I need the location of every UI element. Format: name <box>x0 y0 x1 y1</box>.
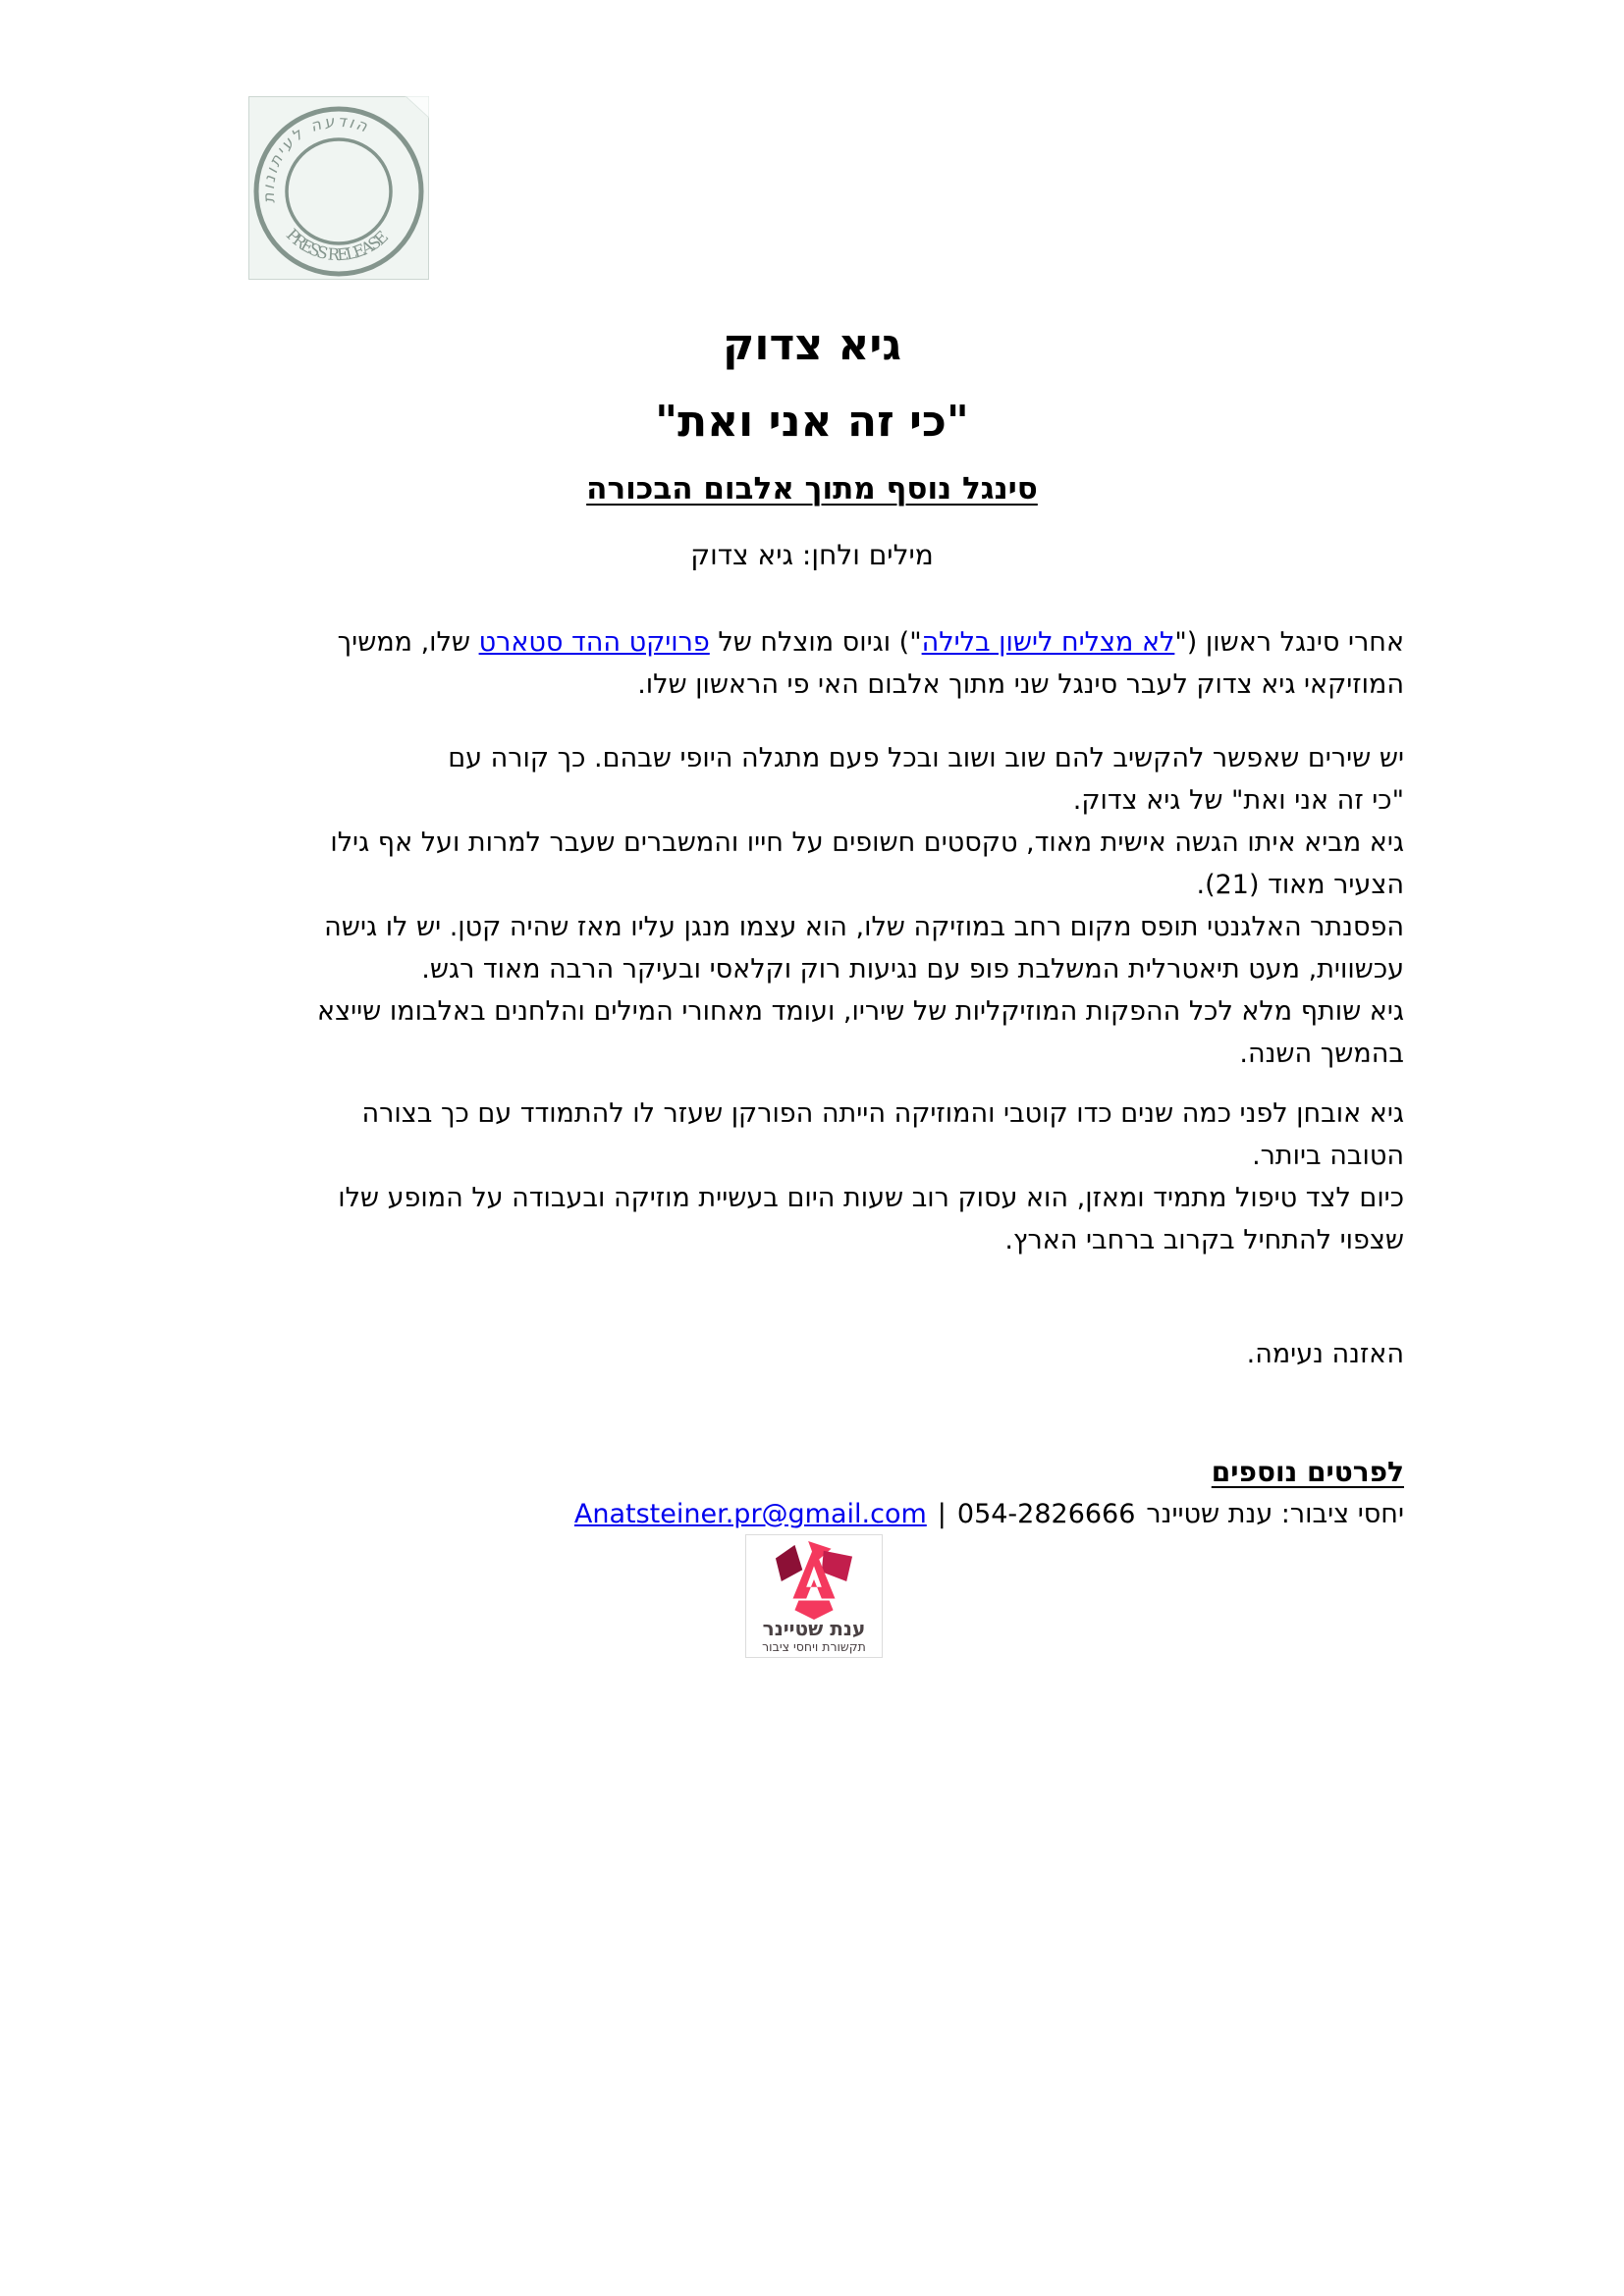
text-segment: יש שירים שאפשר להקשיב להם שוב ושוב ובכל פעם מתגלה היופי שבהם. כך קורה עם <box>448 743 1404 774</box>
subtitle <box>0 471 1624 507</box>
inline-link[interactable]: פרויקט ההד סטארט <box>478 627 710 658</box>
stamp-english-text: PRESS RELEASE <box>282 225 395 265</box>
stamp-hebrew-text: תונותיעל העדוה <box>258 111 373 204</box>
text-line <box>317 1033 1404 1075</box>
text-line <box>338 1135 1404 1177</box>
paragraph-about-song <box>317 737 1404 1075</box>
email-link[interactable]: Anatsteiner.pr@gmail.com <box>573 1499 927 1529</box>
inline-link[interactable]: לא מצליח לישון בלילה <box>921 627 1175 658</box>
text-segment: אחרי סינגל ראשון (" <box>1174 627 1404 658</box>
agency-tagline: תקשורת ויחסי ציבור <box>762 1639 866 1654</box>
text-line <box>317 948 1404 990</box>
text-line <box>317 990 1404 1033</box>
contact-line <box>574 1493 1404 1535</box>
text-line <box>317 864 1404 906</box>
agency-name: ענת שטיינר <box>762 1617 866 1640</box>
text-line <box>317 906 1404 948</box>
press-release-stamp <box>248 96 429 280</box>
text-segment: שצפוי להתחיל בקרוב ברחבי הארץ. <box>1004 1225 1404 1255</box>
text-segment: גיא אובחן לפני כמה שנים כדו קוטבי והמוזיקה הייתה הפורקן שעזר לו להתמודד עם כך בצורה <box>361 1098 1404 1129</box>
logo-crimson-shape <box>822 1551 852 1581</box>
contact-heading: לפרטים נוספים <box>1211 1456 1404 1488</box>
phone-number: 054-2826666 <box>956 1499 1136 1529</box>
artist-title: גיא צדוק <box>722 320 902 370</box>
text-segment: הפסנתר האלגנטי תופס מקום רחב במוזיקה שלו, הוא עצמו מנגן עליו מאז שהיה קטן. יש לו גישה <box>324 912 1404 942</box>
paragraph-intro <box>338 621 1404 706</box>
text-line <box>338 1219 1404 1261</box>
text-line <box>338 1177 1404 1219</box>
text-line <box>338 1093 1404 1135</box>
text-segment: עכשווית, מעט תיאטרלית המשלבת פופ עם נגיעות רוק וקלאסי ובעיקר הרבה מאוד רגש. <box>421 954 1404 985</box>
stamp-image <box>248 96 429 280</box>
text-line <box>338 621 1404 664</box>
paragraph-personal <box>338 1093 1404 1261</box>
agency-logo-mark <box>765 1539 863 1620</box>
text-line <box>317 779 1404 822</box>
pr-agency-logo <box>745 1534 883 1658</box>
text-line <box>317 737 1404 779</box>
text-segment: המוזיקאי גיא צדוק לעבר סינגל שני מתוך אלבום האי פי הראשון שלו. <box>637 669 1404 700</box>
pr-contact-label: יחסי ציבור: ענת שטיינר <box>1146 1499 1404 1529</box>
text-segment: "כי זה אני ואת" של גיא צדוק. <box>1072 785 1404 816</box>
closing-line: האזנה נעימה. <box>1246 1339 1404 1369</box>
subtitle-text: סינגל נוסף מתוך אלבום הבכורה <box>586 471 1038 507</box>
text-segment: גיא שותף מלא לכל ההפקות המוזיקליות של שיריו, ועומד מאחורי המילים והלחנים באלבומו שייצא <box>317 996 1404 1027</box>
text-segment: גיא מביא איתו הגשה אישית מאוד, טקסטים חשופים על חייו והמשברים שעבר למרות ועל אף גילו <box>330 828 1404 858</box>
separator: | <box>937 1499 947 1529</box>
logo-maroon-shape <box>776 1545 802 1581</box>
text-segment: הצעיר מאוד (21). <box>1196 870 1404 900</box>
text-segment: הטובה ביותר. <box>1252 1141 1404 1171</box>
text-segment: שלו, ממשיך <box>337 627 479 658</box>
text-segment: כיום לצד טיפול מתמיד ומאזן, הוא עסוק רוב שעות היום בעשיית מוזיקה ובעבודה על המופע שלו <box>338 1183 1404 1213</box>
single-title: "כי זה אני ואת" <box>655 397 969 447</box>
credits-line: מילים ולחן: גיא צדוק <box>690 539 934 571</box>
text-line <box>338 664 1404 706</box>
text-segment: ") וגיוס מוצלח של <box>709 627 922 658</box>
text-segment: בהמשך השנה. <box>1239 1039 1404 1069</box>
text-line <box>317 822 1404 864</box>
